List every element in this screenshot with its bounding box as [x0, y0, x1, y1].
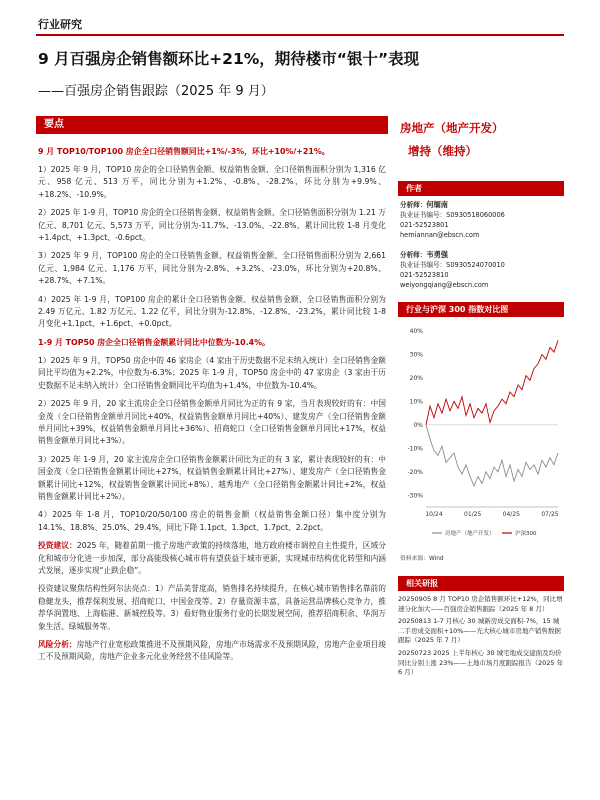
legend-label: 房地产（地产开发）: [445, 531, 495, 537]
summary-heading-1: 9 月 TOP10/TOP100 房企全口径销售额同比+1%/-3%，环比+10%/+21%。: [38, 147, 330, 156]
report-subtitle: ——百强房企销售跟踪（2025 年 9 月）: [38, 84, 274, 99]
summary-paragraph: 1）2025 年 9 月，TOP10 房企的全口径销售金额、权益销售金额、全口径销售面积分别为 1,316 亿元、958 亿元、513 万平，同比分别为+1.2%、-0.8%、-28.2%，环比分别为+9.9%、+18.2%、-10.9%。: [38, 165, 386, 199]
y-tick-label: -10%: [407, 445, 423, 453]
top-rule: [36, 34, 564, 36]
analyst-email[interactable]: hemiannan@ebscn.com: [400, 231, 480, 239]
chart-section-label: 行业与沪深 300 指数对比图: [406, 305, 509, 314]
rating-action: 增持（维持）: [408, 144, 477, 158]
analyst-email[interactable]: weiyongqiang@ebscn.com: [400, 281, 489, 289]
summary-section-label: 要点: [44, 119, 64, 130]
x-tick-label: 07/25: [541, 511, 559, 518]
investment-label: 投资建议：: [38, 541, 77, 551]
y-tick-label: 20%: [409, 374, 423, 382]
investment-text: 2025 年，随着前期一揽子房地产政策的持续落地，地方政府楼市调控自主性提升，区域分化和城市分化进一步加深，部分高能级核心城市将有望获益于城市更新，实现城市结构优化转型和内涵式发展，逐步实现“止跌企稳”。: [38, 541, 386, 575]
summary-section-bar: [36, 116, 388, 134]
risk-text: 房地产行业宽松政策推进不及预期风险，房地产市场需求不及预期风险，房地产企业项目竣工不及预期风险，房地产企业多元化业务经营不佳风险等。: [38, 640, 386, 662]
report-type: 行业研究: [38, 18, 82, 31]
summary-heading-2: 1-9 月 TOP50 房企全口径销售金额累计同比中位数为-10.4%。: [38, 337, 270, 347]
analyst-role: 分析师：: [400, 201, 427, 209]
investment-advice-detail: 投资建议聚焦结构性阿尔法亮点：1）产品美誉度高，销售排名持续提升，在核心城市销售排名靠前的稳健龙头，推荐保利发展、招商蛇口、中国金茂等。2）存量资源丰富，具备运营品牌核心竞争力，推荐华润置地、上海临港、新城控股等。3）看好物业服务行业的长期发展空间，推荐招商积余、华润万象生活、绿城服务等。: [38, 584, 386, 631]
analyst-card: [398, 250, 564, 290]
analyst-card: [398, 200, 564, 240]
related-section-bar: [398, 576, 564, 591]
related-list: [398, 595, 564, 678]
analyst-cert: 执业证书编号：S0930524070010: [400, 261, 505, 269]
summary-paragraph: 3）2025 年 1-9 月，20 家主流房企全口径销售金额累计同比为正的有 3 家，累计表现较好的有：中国金茂（全口径销售金额累计同比+27%，权益销售金额累计同比+27%）、建发房产（全口径销售金额累计同比+12%，权益销售金额累计同比+8%）、越秀地产（全口径销售金额累计同比+2%，权益销售金额累计同比+2%）。: [38, 454, 386, 501]
summary-body: [36, 146, 388, 664]
investment-advice: [38, 540, 386, 577]
risk-label: 风险分析：: [38, 640, 77, 649]
authors-section-bar: [398, 181, 564, 196]
summary-column: [36, 116, 388, 670]
x-tick-label: 04/25: [502, 511, 520, 518]
x-tick-label: 01/25: [464, 511, 482, 518]
rating-block: [398, 120, 564, 159]
chart-source: 资料来源：Wind: [400, 556, 444, 562]
chart-svg: [398, 317, 564, 547]
y-tick-label: 40%: [409, 328, 423, 335]
related-report-item[interactable]: 20250905 8 月 TOP10 房企销售额环比+12%，同比增速分化加大——百强房企销售跟踪（2025 年 8 月）: [398, 595, 563, 613]
summary-paragraph: 2）2025 年 1-9 月，TOP10 房企的全口径销售金额、权益销售金额、全口径销售面积分别为 1.21 万亿元、8,701 亿元、5,573 万平，同比分别为-11.7%、-13.0%、-22.8%，累计同比较 1-8 月变化+1.4pct、+1.3pct、-0.6pct。: [38, 208, 386, 243]
y-tick-label: 10%: [409, 398, 423, 406]
chart-section-bar: [398, 302, 564, 317]
y-tick-label: 30%: [409, 351, 423, 359]
related-report-item[interactable]: 20250813 1-7 月核心 30 城新房成交面积-7%，15 城二手房成交面积+10%——光大核心城市房地产销售数据跟踪（2025 年 7 月）: [398, 617, 561, 645]
analyst-name: 何缅南: [426, 200, 448, 209]
series-line-csi300: [426, 340, 558, 425]
analyst-cert: 执业证书编号：S0930518060006: [400, 211, 505, 219]
summary-paragraph: 1）2025 年 9 月，TOP50 房企中的 46 家房企（4 家由于历史数据不足未纳入统计）全口径销售金额同比平均值为+2.2%，中位数为-6.3%；2025 年 1-9 月，TOP50 房企中的 47 家房企（3 家由于历史数据不足未纳入统计）全口径销售金额同比平均值为+1.4%，中位数为-10.4%。: [38, 355, 386, 390]
analyst-phone: 021-52523801: [400, 221, 449, 229]
rating-sector: 房地产（地产开发）: [400, 121, 504, 135]
y-tick-label: -30%: [407, 492, 423, 500]
analyst-phone: 021-52523810: [400, 271, 449, 279]
x-tick-label: 10/24: [425, 511, 443, 518]
summary-paragraph: 3）2025 年 9 月，TOP100 房企的全口径销售金额、权益销售金额、全口径销售面积分别为 2,661 亿元、1,984 亿元、1,176 万平，同比分别为-2.8%、+3.2%、-23.0%，环比分别为+20.8%、+28.7%、+7.1%。: [38, 251, 386, 286]
summary-paragraph: 2）2025 年 9 月，20 家主流房企全口径销售金额单月同比为正的有 9 家，当月表现较好的有：中国金茂（全口径销售金额单月同比+40%，权益销售金额单月同比+40%）、建发房产（全口径销售金额单月同比+39%，权益销售金额单月同比+36%）、招商蛇口（全口径销售金额单月同比+17%，权益销售金额单月同比+3%）。: [38, 399, 386, 446]
series-line-sector: [426, 425, 558, 486]
related-section-label: 相关研报: [406, 579, 438, 588]
analyst-role: 分析师：: [400, 251, 427, 259]
y-tick-label: 0%: [413, 421, 423, 429]
index-comparison-chart: [398, 317, 564, 551]
related-report-item[interactable]: 20250723 2025 上半年核心 30 城宅地成交建面及均价同比分别上涨 23%——土地市场月度跟踪报告（2025 年 6 月）: [398, 648, 564, 677]
authors-section-label: 作者: [406, 184, 422, 193]
summary-paragraph: 4）2025 年 1-9 月，TOP100 房企的累计全口径销售金额、权益销售金额、全口径销售面积分别为 2.49 万亿元、1.82 万亿元、1.22 亿平，同比分别为-12.8%、-12.8%、-23.2%，累计同比较 1-8 月变化+1.1pct、+1.6pct、+0.0pct。: [38, 294, 386, 329]
risk-analysis: [38, 639, 386, 664]
legend-label: 沪深300: [515, 531, 537, 537]
sidebar-column: [398, 116, 564, 681]
analyst-name: 韦勇强: [426, 250, 448, 259]
y-tick-label: -20%: [407, 468, 423, 476]
summary-paragraph: 4）2025 年 1-8 月，TOP10/20/50/100 房企的销售金额（权益销售金额口径）集中度分别为 14.1%、18.8%、25.0%、29.4%，同比下降 1.1pct、1.3pct、1.7pct、2.2pct。: [38, 510, 386, 532]
report-title: 9 月百强房企销售额环比+21%，期待楼市“银十”表现: [38, 50, 420, 68]
